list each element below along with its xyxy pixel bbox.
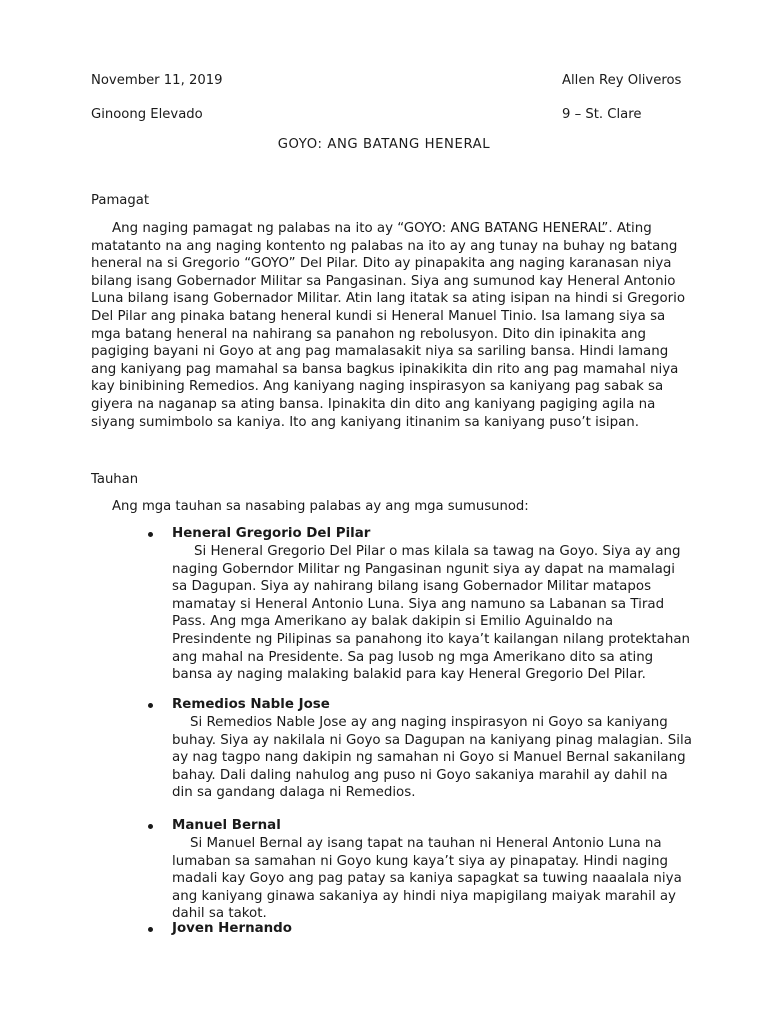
- pamagat-body: Ang naging pamagat ng palabas na ito ay “GOYO: ANG BATANG HENERAL”. Ating matatanto na ang naging kontento ng palabas na ito ay ang tunay na buhay ng batang heneral na si Gregorio “GOYO” Del Pilar. Dito ay pinapakita ang naging karanasan niya bilang isang Gobernador Militar sa Pangasinan. Siya ang sumunod kay Heneral Antonio Luna bilang isang Gobernador Militar. Atin lang itatak sa ating isipan na hindi si Gregorio Del Pilar ang pinaka batang heneral kundi si Heneral Manuel Tinio. Isa lamang siya sa mga batang heneral na nahirang sa panahon ng rebolusyon. Dito din ipinakita ang pagiging bayani ni Goyo at ang pag mamalasakit niya sa sariling bansa. Hindi lamang ang kaniyang pag mamahal sa bansa bagkus ipinakikita din rito ang pag mamahal niya kay binibining Remedios. Ang kaniyang naging inspirasyon sa kaniyang pag sabak sa giyera na naganap sa ating bansa. Ipinakita din dito ang kaniyang pagiging agila na siyang sumimbolo sa kaniya. Ito ang kaniyang itinanim sa kaniyang puso’t isipan.: [91, 221, 686, 430]
- character-name: Heneral Gregorio Del Pilar: [172, 526, 371, 541]
- pamagat-heading: Pamagat: [91, 193, 149, 208]
- tauhan-heading: Tauhan: [91, 472, 139, 487]
- character-description: Si Heneral Gregorio Del Pilar o mas kilala sa tawag na Goyo. Siya ay ang naging Goberndor Militar ng Pangasinan ngunit siya ay dapat na mamalagi sa Dagupan. Siya ay nahirang bilang isang Gobernador Militar matapos mamatay si Heneral Antonio Luna. Siya ang namuno sa Labanan sa Tirad Pass. Ang mga Amerikano ay balak dakipin si Emilio Aguinaldo na Presindente ng Pilipinas sa panahong ito kaya’t kailangan nilang protektahan ang mahal na Presidente. Sa pag lusob ng mga Amerikano dito sa ating bansa ay naging malaking balakid para kay Heneral Gregorio Del Pilar.: [172, 544, 691, 683]
- pamagat-paragraph: [91, 220, 691, 431]
- bullet-marker: [148, 927, 153, 932]
- author-name: Allen Rey Oliveros: [562, 73, 682, 88]
- bullet-marker: [148, 824, 153, 829]
- character-name: Joven Hernando: [172, 921, 292, 936]
- document-title: GOYO: ANG BATANG HENERAL: [277, 137, 491, 152]
- section-name: 9 – St. Clare: [562, 107, 642, 122]
- character-description: Si Remedios Nable Jose ay ang naging inspirasyon ni Goyo sa kaniyang buhay. Siya ay nakilala ni Goyo sa Dagupan na kaniyang pinag malagian. Sila ay nag tagpo nang dakipin ng samahan ni Goyo si Manuel Bernal sakanilang bahay. Dali daling nahulog ang puso ni Goyo sakaniya marahil ay dahil na din sa gandang dalaga ni Remedios.: [172, 715, 692, 801]
- tauhan-intro: Ang mga tauhan sa nasabing palabas ay ang mga sumusunod:: [112, 499, 529, 514]
- teacher-name: Ginoong Elevado: [91, 107, 203, 122]
- date: November 11, 2019: [91, 73, 223, 88]
- character-name: Manuel Bernal: [172, 818, 281, 833]
- character-description: Si Manuel Bernal ay isang tapat na tauhan ni Heneral Antonio Luna na lumaban sa samahan ni Goyo kung kaya’t siya ay pinapatay. Hindi naging madali kay Goyo ang pag patay sa kaniya sapagkat sa tuwing naaalala niya ang kaniyang ginawa sakaniya ay hindi niya mapigilang maiyak marahil ay dahil sa takot.: [172, 836, 682, 922]
- bullet-marker: [148, 532, 153, 537]
- bullet-marker: [148, 703, 153, 708]
- character-name: Remedios Nable Jose: [172, 697, 330, 712]
